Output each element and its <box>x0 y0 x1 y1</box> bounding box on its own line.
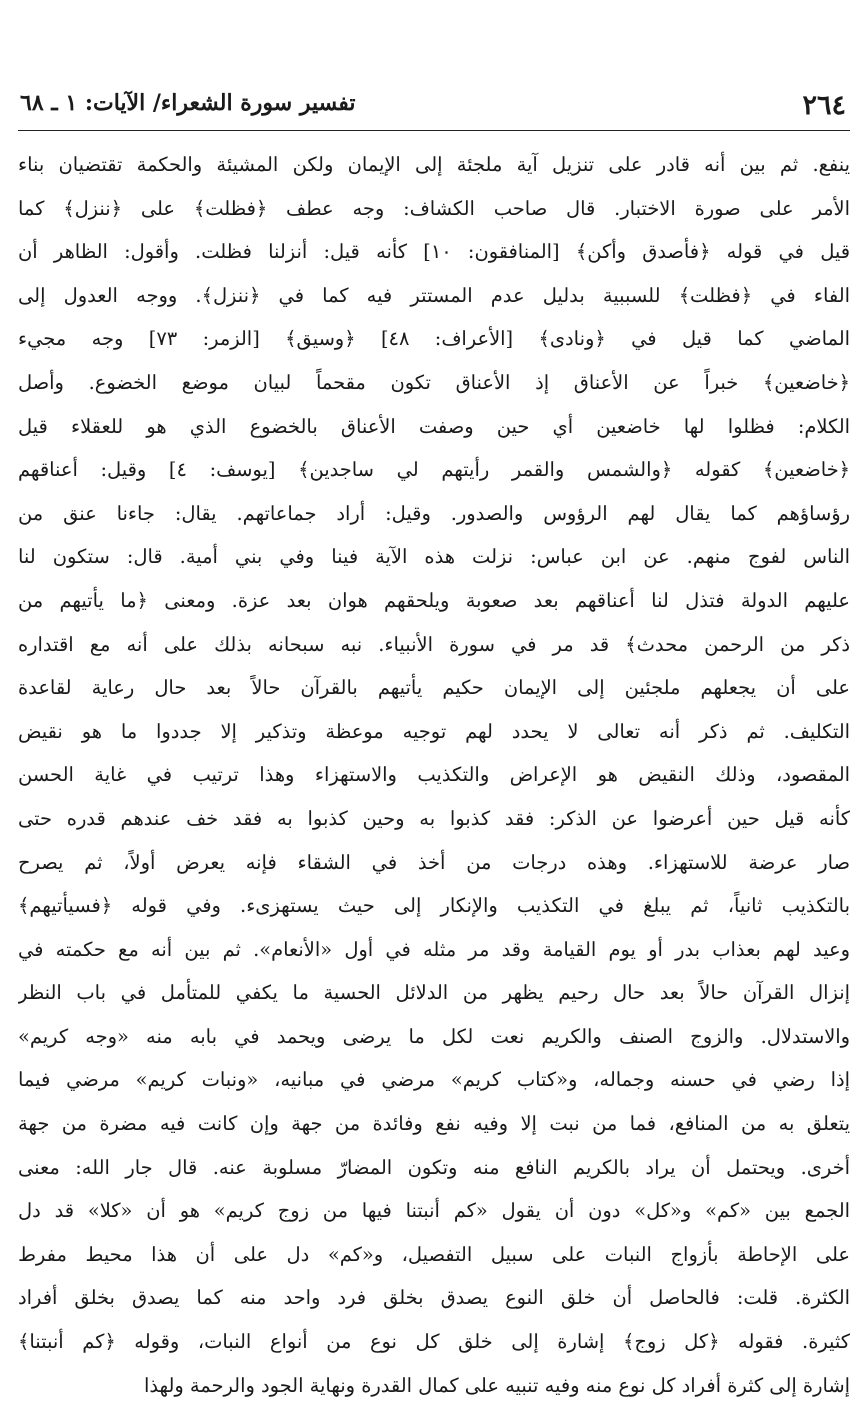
text-line: عليهم الدولة فتذل لنا أعناقهم بعد صعوبة ويلحقهم هوان بعد عزة. ومعنى ﴿ما يأتيهم من <box>18 588 850 612</box>
text-line: الكثرة. قلت: فالحاصل أن خلق النوع يصدق بخلق فرد واحد منه كما يصدق بخلق أفراد <box>18 1286 850 1310</box>
text-line: الأمر على صورة الاختبار. قال صاحب الكشاف: وجه عطف ﴿فظلت﴾ على ﴿ننزل﴾ كما <box>18 196 850 220</box>
text-line: الماضي كما قيل في ﴿ونادى﴾ [الأعراف: ٤٨] ﴿وسيق﴾ [الزمر: ٧٣] وجه مجيء <box>18 327 850 351</box>
text-line: على الإحاطة بأزواج النبات على سبيل التفصيل، و«كم» دل على أن هذا محيط مفرط <box>18 1242 850 1266</box>
page-number: ٢٦٤ <box>802 90 846 121</box>
page-header <box>18 88 850 131</box>
text-line: المقصود، وذلك النقيض هو الإعراض والتكذيب والاستهزاء وهذا ترتيب في غاية الحسن <box>18 763 850 787</box>
body-text <box>18 143 850 1407</box>
text-line: التكليف. ثم ذكر أنه تعالى لا يحدد لهم توجيه موعظة وتذكير إلا جددوا ما هو نقيض <box>18 719 850 743</box>
text-line: على أن يجعلهم ملجئين إلى الإيمان حكيم يأتيهم بالقرآن حالاً بعد حال رعاية لقاعدة <box>18 676 850 700</box>
text-line: ذكر من الرحمن محدث﴾ قد مر في سورة الأنبياء. نبه سبحانه بذلك على أنه مع اقتداره <box>18 632 850 656</box>
text-line: بالتكذيب ثانياً، ثم يبلغ في التكذيب والإنكار إلى حيث يستهزىء. وفي قوله ﴿فسيأتيهم﴾ <box>18 894 850 918</box>
text-line: كأنه قيل حين أعرضوا عن الذكر: فقد كذبوا به وحين كذبوا به فقد خف عندهم قدره حتى <box>18 806 850 830</box>
text-line: يتعلق به من المنافع، فما من نبت إلا وفيه نفع وفائدة من جهة وإن كانت فيه مضرة من جهة <box>18 1112 850 1136</box>
text-line: الجمع بين «كم» و«كل» دون أن يقول «كم أنبتنا فيها من زوج كريم» هو أن «كلا» قد دل <box>18 1199 850 1223</box>
book-page <box>18 88 850 1407</box>
running-title: تفسير سورة الشعراء/ الآيات: ١ ـ ٦٨ <box>20 90 356 116</box>
text-line: صار عرضة للاستهزاء. وهذه درجات من أخذ في الشقاء فإنه يعرض أولاً، ثم يصرح <box>18 850 850 874</box>
text-line: الفاء في ﴿فظلت﴾ للسببية بدليل عدم المستتر فيه كما في ﴿ننزل﴾. ووجه العدول إلى <box>18 283 850 307</box>
text-line: إشارة إلى كثرة أفراد كل نوع منه وفيه تنبيه على كمال القدرة ونهاية الجود والرحمة ولهذا <box>143 1373 850 1397</box>
text-line: إذا رضي في حسنه وجماله، و«كتاب كريم» مرضي في مبانيه، «ونبات كريم» مرضي فيما <box>18 1068 850 1092</box>
text-line: ينفع. ثم بين أنه قادر على تنزيل آية ملجئة إلى الإيمان ولكن المشيئة والحكمة تقتضيان بناء <box>18 153 850 176</box>
text-line: قيل في قوله ﴿فأصدق وأكن﴾ [المنافقون: ١٠] كأنه قيل: أنزلنا فظلت. وأقول: الظاهر أن <box>18 240 850 264</box>
text-line: رؤساؤهم كما يقال لهم الرؤوس والصدور. وقيل: أراد جماعاتهم. يقال: جاءنا عنق من <box>18 501 850 525</box>
text-line: إنزال القرآن حالاً بعد حال رحيم يظهر من الدلائل الحسية ما يكفي للمتأمل في باب النظر <box>18 981 850 1005</box>
text-line: الناس لفوج منهم. عن ابن عباس: نزلت هذه الآية فينا وفي بني أمية. قال: ستكون لنا <box>18 545 850 569</box>
text-line: أخرى. ويحتمل أن يراد بالكريم النافع منه وتكون المضارّ مسلوبة عنه. قال جار الله: معنى <box>18 1155 850 1179</box>
text-line: الكلام: فظلوا لها خاضعين أي حين وصفت الأعناق بالخضوع الذي هو للعقلاء قيل <box>18 414 850 438</box>
text-line: ﴿خاضعين﴾ خبراً عن الأعناق إذ الأعناق تكون مقحماً لبيان موضع الخضوع. وأصل <box>18 370 850 394</box>
text-line: والاستدلال. والزوج الصنف والكريم نعت لكل ما يرضى ويحمد في بابه منه «وجه كريم» <box>18 1024 850 1048</box>
text-line: ﴿خاضعين﴾ كقوله ﴿والشمس والقمر رأيتهم لي ساجدين﴾ [يوسف: ٤] وقيل: أعناقهم <box>18 458 850 482</box>
text-line: كثيرة. فقوله ﴿كل زوج﴾ إشارة إلى خلق كل نوع من أنواع النبات، وقوله ﴿كم أنبتنا﴾ <box>18 1330 850 1354</box>
text-line: وعيد لهم بعذاب بدر أو يوم القيامة وقد مر مثله في أول «الأنعام». ثم بين أنه مع حكمته في <box>18 937 850 961</box>
